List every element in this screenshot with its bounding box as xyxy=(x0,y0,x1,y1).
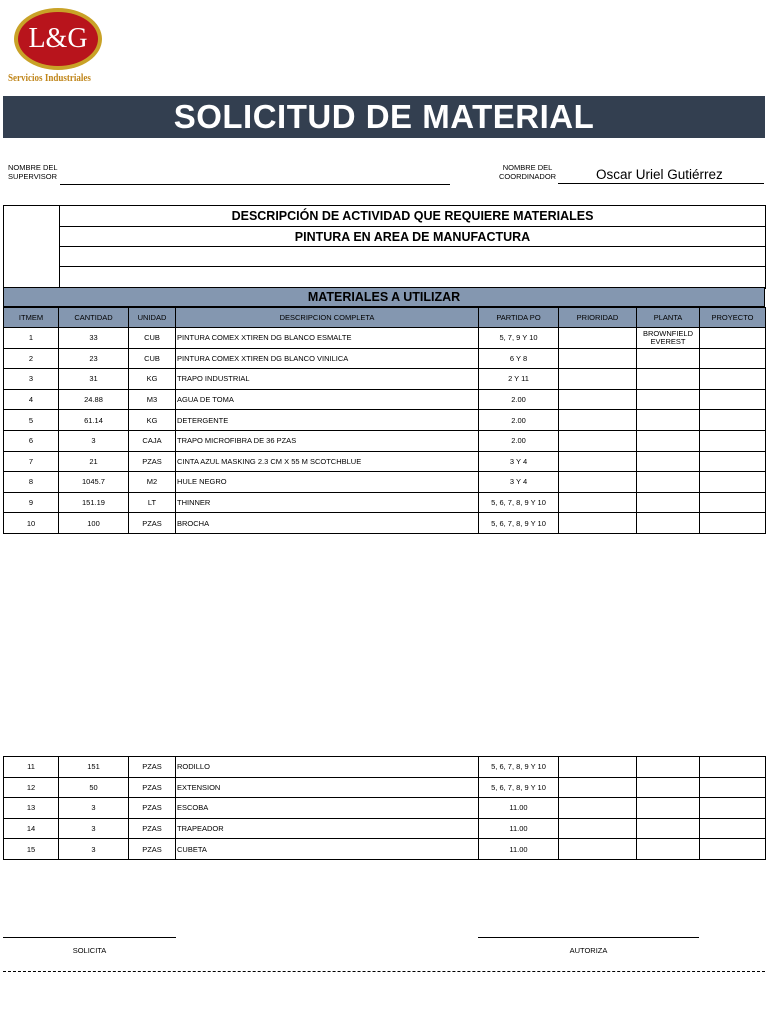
cell-unit[interactable]: PZAS xyxy=(129,451,176,472)
activity-blank-row[interactable] xyxy=(60,247,765,267)
cell-unit[interactable]: CAJA xyxy=(129,430,176,451)
table-row xyxy=(4,757,766,778)
cell-project[interactable] xyxy=(700,328,766,349)
cell-item[interactable]: 5 xyxy=(4,410,59,431)
cell-plant[interactable] xyxy=(637,839,700,860)
cell-item[interactable]: 7 xyxy=(4,451,59,472)
cell-description[interactable]: CUBETA xyxy=(176,839,479,860)
cell-item[interactable]: 8 xyxy=(4,472,59,493)
table-row xyxy=(4,798,766,819)
cell-partida[interactable]: 5, 6, 7, 8, 9 Y 10 xyxy=(479,492,559,513)
cell-quantity[interactable]: 1045.7 xyxy=(59,472,129,493)
autoriza-signature-line xyxy=(478,937,699,938)
cell-description[interactable]: DETERGENTE xyxy=(176,410,479,431)
cell-description[interactable]: PINTURA COMEX XTIREN DG BLANCO VINILICA xyxy=(176,348,479,369)
cell-unit[interactable]: PZAS xyxy=(129,513,176,534)
coordinator-label-line1: NOMBRE DEL xyxy=(502,163,553,172)
cell-unit[interactable]: PZAS xyxy=(129,818,176,839)
materials-table xyxy=(3,307,766,534)
cell-item[interactable]: 11 xyxy=(4,757,59,778)
cell-priority[interactable] xyxy=(559,777,637,798)
cell-quantity[interactable]: 24.88 xyxy=(59,389,129,410)
cell-priority[interactable] xyxy=(559,513,637,534)
cell-description[interactable]: TRAPO MICROFIBRA DE 36 PZAS xyxy=(176,430,479,451)
cell-item[interactable]: 6 xyxy=(4,430,59,451)
cut-line xyxy=(3,971,765,972)
cell-project[interactable] xyxy=(700,798,766,819)
activity-blank-row[interactable] xyxy=(60,267,765,287)
cell-quantity[interactable]: 50 xyxy=(59,777,129,798)
cell-unit[interactable]: CUB xyxy=(129,348,176,369)
col-header-description: DESCRIPCION COMPLETA xyxy=(176,308,479,328)
autoriza-label: AUTORIZA xyxy=(569,946,608,955)
cell-priority[interactable] xyxy=(559,369,637,390)
coordinator-label xyxy=(499,163,556,181)
cell-plant[interactable] xyxy=(637,492,700,513)
table-row xyxy=(4,369,766,390)
activity-description[interactable]: PINTURA EN AREA DE MANUFACTURA xyxy=(60,227,765,247)
cell-partida[interactable]: 2.00 xyxy=(479,430,559,451)
cell-description[interactable]: TRAPO INDUSTRIAL xyxy=(176,369,479,390)
cell-quantity[interactable]: 151.19 xyxy=(59,492,129,513)
supervisor-label-line2: SUPERVISOR xyxy=(8,172,58,181)
table-row xyxy=(4,777,766,798)
cell-priority[interactable] xyxy=(559,818,637,839)
table-header-row xyxy=(4,308,766,328)
cell-partida[interactable]: 3 Y 4 xyxy=(479,472,559,493)
table-row xyxy=(4,451,766,472)
cell-priority[interactable] xyxy=(559,839,637,860)
cell-item[interactable]: 12 xyxy=(4,777,59,798)
col-header-project: PROYECTO xyxy=(700,308,766,328)
cell-quantity[interactable]: 61.14 xyxy=(59,410,129,431)
cell-plant[interactable]: BROWNFIELD EVEREST xyxy=(637,328,700,349)
cell-priority[interactable] xyxy=(559,410,637,431)
table-row xyxy=(4,430,766,451)
cell-priority[interactable] xyxy=(559,798,637,819)
cell-project[interactable] xyxy=(700,451,766,472)
activity-block xyxy=(3,205,766,289)
cell-partida[interactable]: 11.00 xyxy=(479,798,559,819)
cell-project[interactable] xyxy=(700,492,766,513)
cell-plant[interactable] xyxy=(637,818,700,839)
cell-description[interactable]: THINNER xyxy=(176,492,479,513)
cell-unit[interactable]: CUB xyxy=(129,328,176,349)
cell-item[interactable]: 10 xyxy=(4,513,59,534)
cell-plant[interactable] xyxy=(637,389,700,410)
cell-item[interactable]: 4 xyxy=(4,389,59,410)
cell-unit[interactable]: PZAS xyxy=(129,757,176,778)
solicita-label: SOLICITA xyxy=(72,946,107,955)
cell-partida[interactable]: 2.00 xyxy=(479,389,559,410)
cell-item[interactable]: 2 xyxy=(4,348,59,369)
cell-unit[interactable]: KG xyxy=(129,369,176,390)
page-title: SOLICITUD DE MATERIAL xyxy=(173,98,595,135)
cell-priority[interactable] xyxy=(559,348,637,369)
col-header-unit: UNIDAD xyxy=(129,308,176,328)
cell-project[interactable] xyxy=(700,348,766,369)
coordinator-label-line2: COORDINADOR xyxy=(499,172,557,181)
table-row xyxy=(4,818,766,839)
activity-left-cell xyxy=(4,206,60,288)
cell-project[interactable] xyxy=(700,513,766,534)
cell-unit[interactable]: KG xyxy=(129,410,176,431)
cell-item[interactable]: 9 xyxy=(4,492,59,513)
cell-priority[interactable] xyxy=(559,492,637,513)
cell-partida[interactable]: 11.00 xyxy=(479,818,559,839)
cell-plant[interactable] xyxy=(637,472,700,493)
cell-quantity[interactable]: 3 xyxy=(59,839,129,860)
col-header-priority: PRIORIDAD xyxy=(559,308,637,328)
cell-project[interactable] xyxy=(700,777,766,798)
cell-description[interactable]: HULE NEGRO xyxy=(176,472,479,493)
cell-quantity[interactable]: 23 xyxy=(59,348,129,369)
col-header-plant: PLANTA xyxy=(637,308,700,328)
cell-project[interactable] xyxy=(700,839,766,860)
cell-plant[interactable] xyxy=(637,369,700,390)
cell-partida[interactable]: 2 Y 11 xyxy=(479,369,559,390)
cell-project[interactable] xyxy=(700,410,766,431)
cell-priority[interactable] xyxy=(559,757,637,778)
cell-description[interactable]: PINTURA COMEX XTIREN DG BLANCO ESMALTE xyxy=(176,328,479,349)
cell-plant[interactable] xyxy=(637,757,700,778)
cell-quantity[interactable]: 100 xyxy=(59,513,129,534)
cell-plant[interactable] xyxy=(637,410,700,431)
materials-table-continued xyxy=(3,756,766,860)
logo-emblem xyxy=(18,12,98,66)
table-row xyxy=(4,513,766,534)
cell-unit[interactable]: PZAS xyxy=(129,839,176,860)
cell-priority[interactable] xyxy=(559,472,637,493)
cell-priority[interactable] xyxy=(559,328,637,349)
cell-plant[interactable] xyxy=(637,430,700,451)
cell-description[interactable]: CINTA AZUL MASKING 2.3 CM X 55 M SCOTCHBLUE xyxy=(176,451,479,472)
cell-quantity[interactable]: 3 xyxy=(59,818,129,839)
cell-quantity[interactable]: 3 xyxy=(59,798,129,819)
col-header-item: ITMEM xyxy=(4,308,59,328)
cell-plant[interactable] xyxy=(637,451,700,472)
cell-unit[interactable]: M3 xyxy=(129,389,176,410)
cell-project[interactable] xyxy=(700,472,766,493)
coordinator-field[interactable]: Oscar Uriel Gutiérrez xyxy=(558,166,764,184)
cell-priority[interactable] xyxy=(559,451,637,472)
logo-mark: L&G xyxy=(28,23,88,54)
cell-project[interactable] xyxy=(700,818,766,839)
cell-unit[interactable]: LT xyxy=(129,492,176,513)
cell-quantity[interactable]: 33 xyxy=(59,328,129,349)
cell-description[interactable]: RODILLO xyxy=(176,757,479,778)
table-row xyxy=(4,389,766,410)
cell-partida[interactable]: 3 Y 4 xyxy=(479,451,559,472)
solicita-signature-line xyxy=(3,937,176,938)
cell-project[interactable] xyxy=(700,369,766,390)
cell-plant[interactable] xyxy=(637,513,700,534)
cell-quantity[interactable]: 21 xyxy=(59,451,129,472)
cell-item[interactable]: 3 xyxy=(4,369,59,390)
table-row xyxy=(4,348,766,369)
supervisor-field[interactable] xyxy=(60,170,450,185)
cell-description[interactable]: ESCOBA xyxy=(176,798,479,819)
cell-description[interactable]: AGUA DE TOMA xyxy=(176,389,479,410)
cell-item[interactable]: 15 xyxy=(4,839,59,860)
cell-partida[interactable]: 5, 6, 7, 8, 9 Y 10 xyxy=(479,757,559,778)
col-header-partida: PARTIDA PO xyxy=(479,308,559,328)
cell-partida[interactable]: 5, 6, 7, 8, 9 Y 10 xyxy=(479,777,559,798)
cell-partida[interactable]: 2.00 xyxy=(479,410,559,431)
cell-partida[interactable]: 11.00 xyxy=(479,839,559,860)
cell-plant[interactable] xyxy=(637,798,700,819)
table-row xyxy=(4,410,766,431)
cell-partida[interactable]: 5, 6, 7, 8, 9 Y 10 xyxy=(479,513,559,534)
cell-unit[interactable]: M2 xyxy=(129,472,176,493)
cell-priority[interactable] xyxy=(559,430,637,451)
logo-subtitle: Servicios Industriales xyxy=(8,72,91,84)
table-row xyxy=(4,472,766,493)
materials-title: MATERIALES A UTILIZAR xyxy=(3,287,765,307)
cell-priority[interactable] xyxy=(559,389,637,410)
cell-description[interactable]: BROCHA xyxy=(176,513,479,534)
cell-project[interactable] xyxy=(700,757,766,778)
table-row xyxy=(4,492,766,513)
table-row xyxy=(4,328,766,349)
cell-unit[interactable]: PZAS xyxy=(129,777,176,798)
cell-description[interactable]: EXTENSION xyxy=(176,777,479,798)
cell-quantity[interactable]: 151 xyxy=(59,757,129,778)
table-row xyxy=(4,839,766,860)
cell-item[interactable]: 1 xyxy=(4,328,59,349)
cell-item[interactable]: 13 xyxy=(4,798,59,819)
supervisor-label xyxy=(8,163,58,181)
cell-description[interactable]: TRAPEADOR xyxy=(176,818,479,839)
col-header-quantity: CANTIDAD xyxy=(59,308,129,328)
cell-plant[interactable] xyxy=(637,777,700,798)
cell-project[interactable] xyxy=(700,389,766,410)
title-bar xyxy=(3,96,765,138)
activity-heading: DESCRIPCIÓN DE ACTIVIDAD QUE REQUIERE MATERIALES xyxy=(60,206,765,227)
cell-partida[interactable]: 6 Y 8 xyxy=(479,348,559,369)
cell-plant[interactable] xyxy=(637,348,700,369)
cell-quantity[interactable]: 31 xyxy=(59,369,129,390)
cell-project[interactable] xyxy=(700,430,766,451)
cell-quantity[interactable]: 3 xyxy=(59,430,129,451)
company-logo xyxy=(6,6,106,88)
cell-unit[interactable]: PZAS xyxy=(129,798,176,819)
supervisor-label-line1: NOMBRE DEL xyxy=(8,163,58,172)
cell-item[interactable]: 14 xyxy=(4,818,59,839)
cell-partida[interactable]: 5, 7, 9 Y 10 xyxy=(479,328,559,349)
